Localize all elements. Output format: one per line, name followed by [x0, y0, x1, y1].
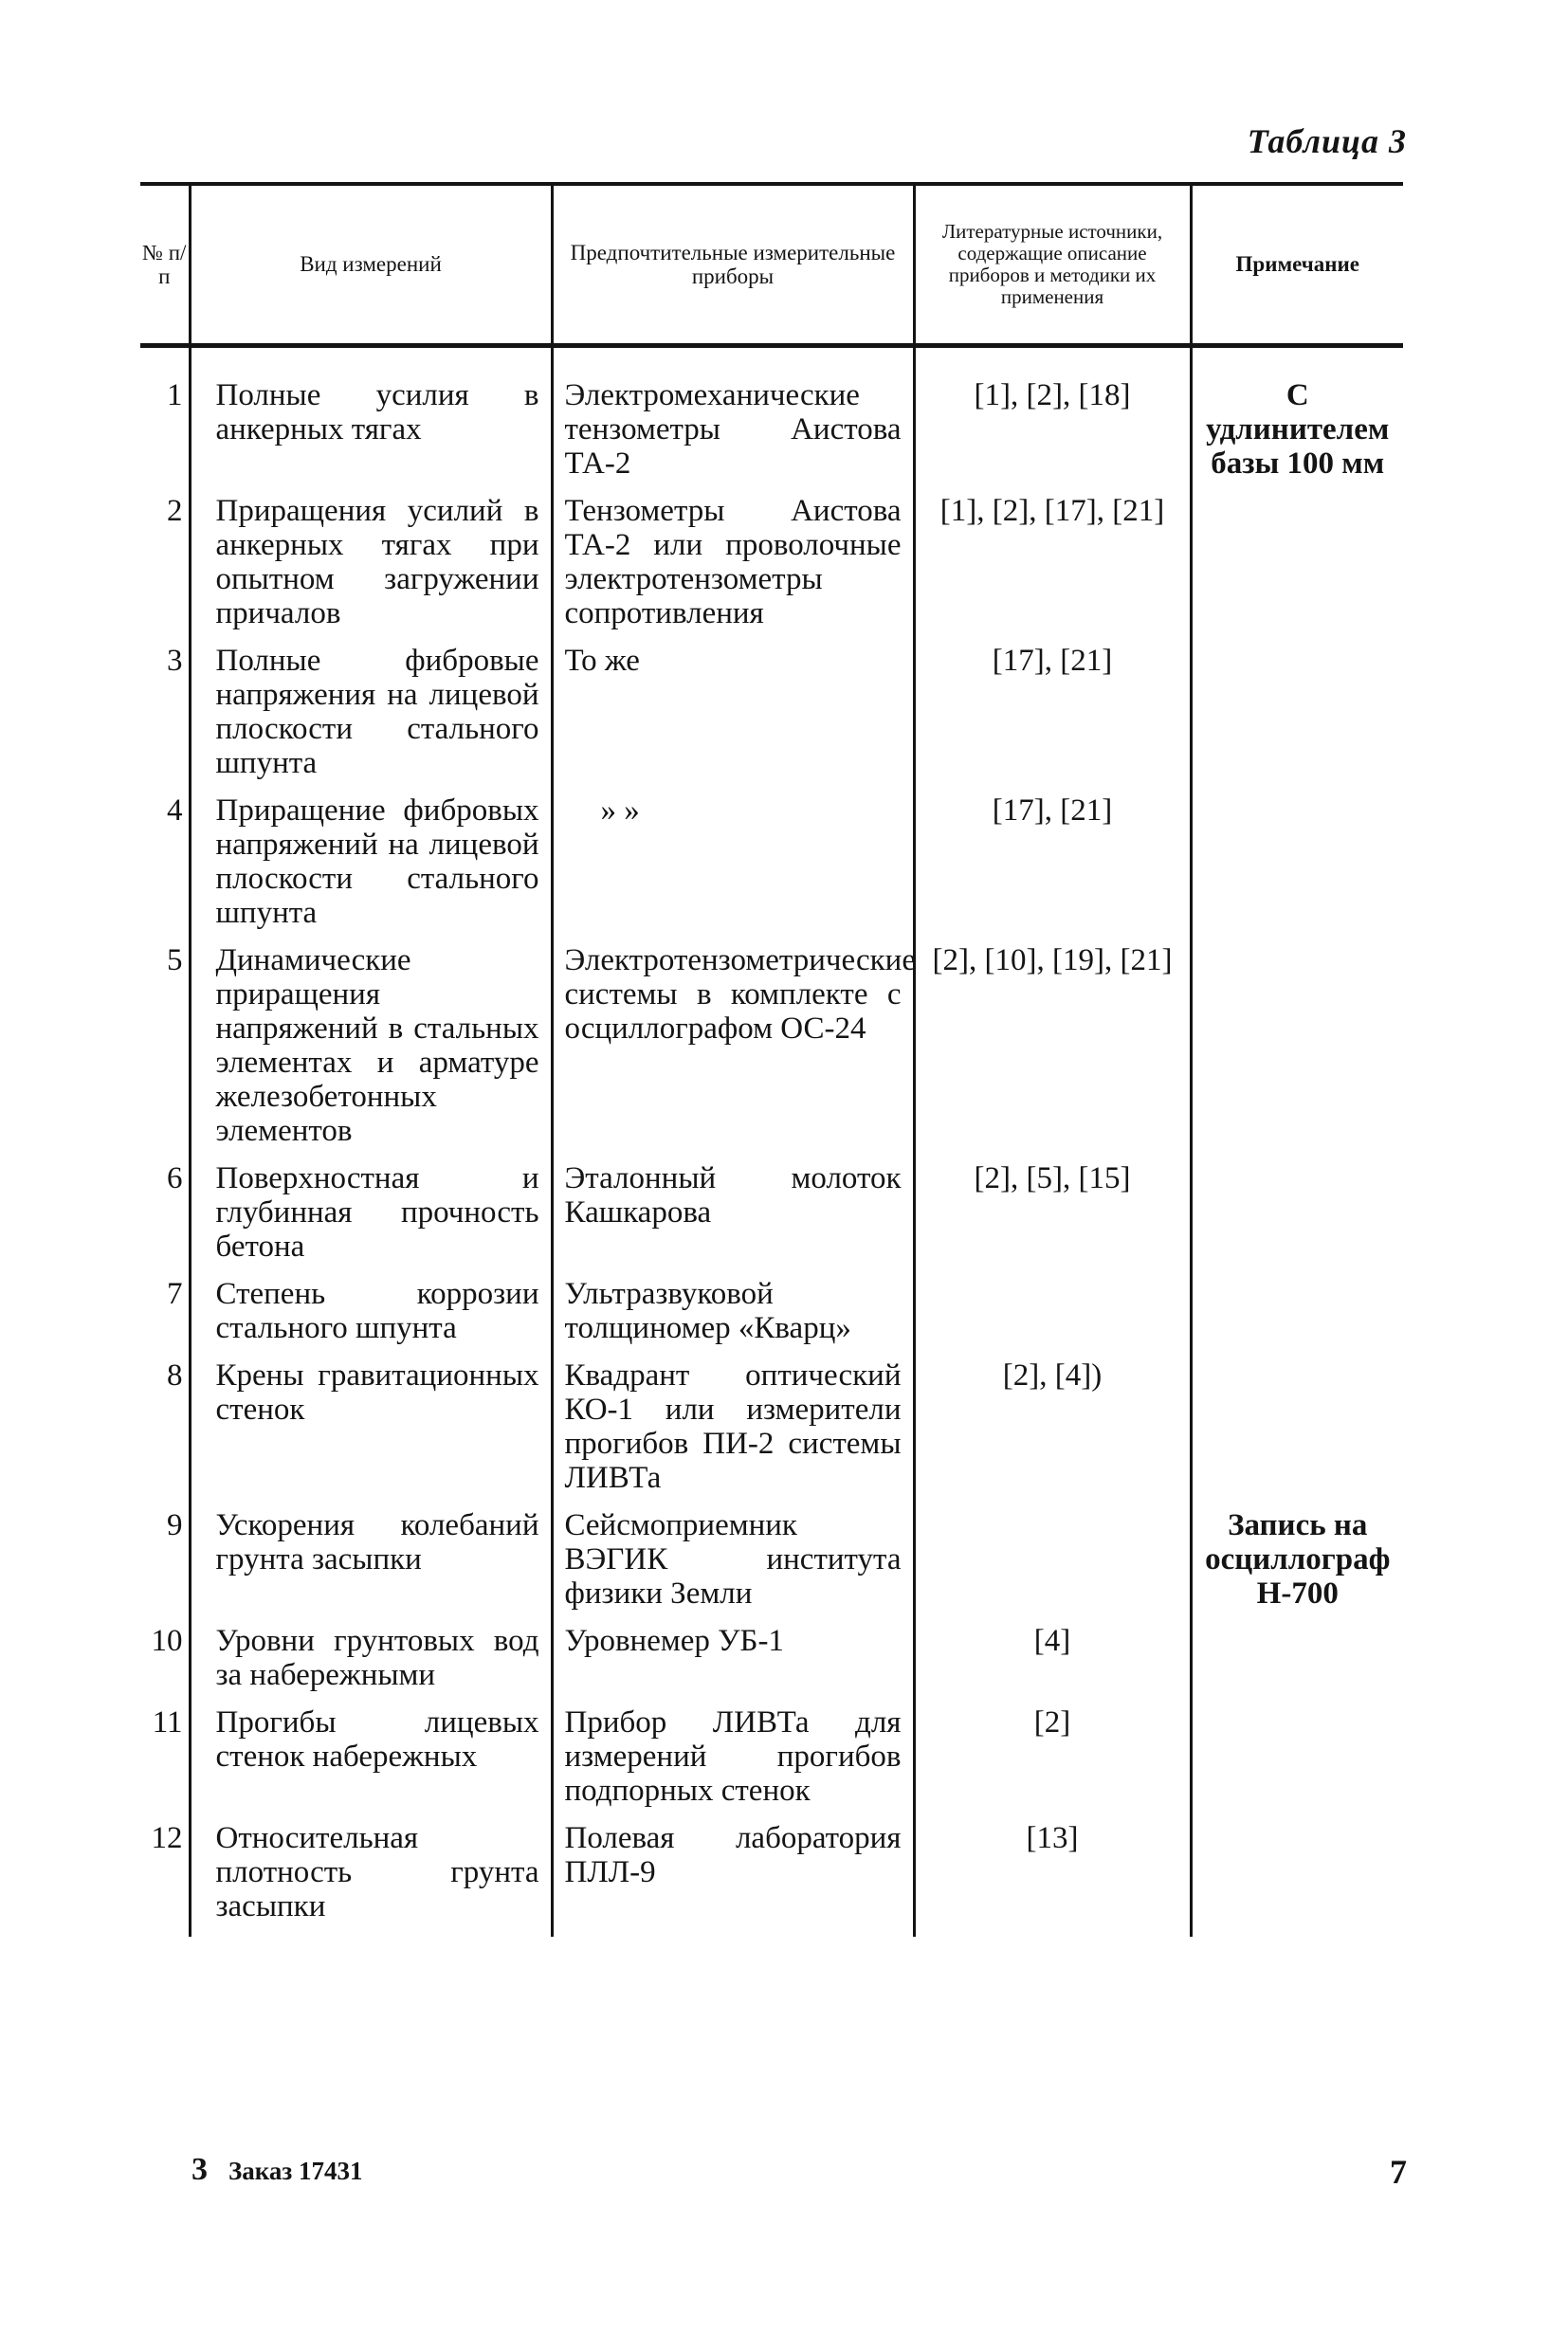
literature-refs: [2], [5], [15] — [914, 1161, 1191, 1277]
signature-mark: 3 — [191, 2152, 208, 2187]
measurement-kind: Приращения усилий в анкерных тягах при опытном загружении причалов — [190, 494, 552, 644]
measurement-device: Тензометры Аистова ТА-2 или проволочные электротензометры сопротивления — [552, 494, 914, 644]
row-number: 5 — [167, 942, 183, 977]
row-number: 12 — [151, 1820, 183, 1855]
measurement-device: Прибор ЛИВТа для измерений прогибов подпорных стенок — [552, 1705, 914, 1821]
measurement-device: » » — [552, 793, 914, 943]
header-number: № п/п — [140, 184, 190, 345]
literature-refs: [2], [4]) — [914, 1358, 1191, 1508]
row-note — [1191, 1358, 1403, 1508]
row-note — [1191, 1161, 1403, 1277]
literature-refs: [1], [2], [17], [21] — [914, 494, 1191, 644]
table-header-row — [140, 184, 1403, 345]
table-row — [140, 345, 1403, 494]
table-row — [140, 1161, 1403, 1277]
literature-refs: [13] — [914, 1821, 1191, 1937]
measurement-kind: Полные фибровые напряжения на лицевой плоскости стального шпунта — [190, 644, 552, 793]
literature-refs: [2] — [914, 1705, 1191, 1821]
table-row — [140, 1624, 1403, 1705]
table-row — [140, 1358, 1403, 1508]
row-number: 9 — [167, 1507, 183, 1542]
literature-refs: [17], [21] — [914, 644, 1191, 793]
measurement-device: Квадрант оптический КО-1 или измерители прогибов ПИ-2 системы ЛИВТа — [552, 1358, 914, 1508]
literature-refs: [2], [10], [19], [21] — [914, 943, 1191, 1161]
table-row — [140, 644, 1403, 793]
table-caption: Таблица 3 — [1247, 122, 1407, 160]
measurement-kind: Степень коррозии стального шпунта — [190, 1277, 552, 1358]
order-number: Заказ 17431 — [228, 2157, 363, 2185]
row-number: 3 — [167, 643, 183, 678]
table-row — [140, 1705, 1403, 1821]
measurement-device: Эталонный молоток Кашкарова — [552, 1161, 914, 1277]
row-number: 7 — [167, 1276, 183, 1311]
row-number: 1 — [167, 377, 183, 412]
measurement-device: Уровнемер УБ-1 — [552, 1624, 914, 1705]
row-note — [1191, 1705, 1403, 1821]
table-row — [140, 1508, 1403, 1624]
measurements-table — [140, 182, 1403, 1937]
measurement-kind: Динамические приращения напряжений в стальных элементах и арматуре железобетонных элементов — [190, 943, 552, 1161]
measurement-kind: Полные усилия в анкерных тягах — [190, 345, 552, 494]
measurement-kind: Ускорения колебаний грунта засыпки — [190, 1508, 552, 1624]
measurement-kind: Поверхностная и глубинная прочность бетона — [190, 1161, 552, 1277]
table-row — [140, 943, 1403, 1161]
literature-refs — [914, 1508, 1191, 1624]
row-note — [1191, 943, 1403, 1161]
page-number: 7 — [1390, 2153, 1407, 2191]
measurement-device: Сейсмоприемник ВЭГИК института физики Земли — [552, 1508, 914, 1624]
table-row — [140, 793, 1403, 943]
measurement-kind: Уровни грунтовых вод за набережными — [190, 1624, 552, 1705]
header-device: Предпочтительные измерительные приборы — [552, 184, 914, 345]
row-note: Запись на осциллограф Н-700 — [1191, 1508, 1403, 1624]
literature-refs: [1], [2], [18] — [914, 345, 1191, 494]
table-row — [140, 1277, 1403, 1358]
table-row — [140, 1821, 1403, 1937]
row-number: 6 — [167, 1160, 183, 1195]
row-note — [1191, 1624, 1403, 1705]
row-number: 8 — [167, 1358, 183, 1393]
row-number: 2 — [167, 493, 183, 528]
measurement-device: Ультразвуковой толщиномер «Кварц» — [552, 1277, 914, 1358]
literature-refs: [17], [21] — [914, 793, 1191, 943]
row-note — [1191, 644, 1403, 793]
row-number: 10 — [151, 1623, 183, 1658]
measurement-kind: Крены гравитационных стенок — [190, 1358, 552, 1508]
row-note — [1191, 1277, 1403, 1358]
header-note: Примечание — [1191, 184, 1403, 345]
measurement-device: Полевая лаборатория ПЛЛ-9 — [552, 1821, 914, 1937]
measurement-device: То же — [552, 644, 914, 793]
measurement-device: Электромеханические тензометры Аистова ТА-2 — [552, 345, 914, 494]
row-note — [1191, 793, 1403, 943]
literature-refs — [914, 1277, 1191, 1358]
measurement-kind: Относительная плотность грунта засыпки — [190, 1821, 552, 1937]
row-number: 4 — [167, 793, 183, 828]
header-literature: Литературные источники, содержащие описание приборов и методики их применения — [914, 184, 1191, 345]
measurement-device: Электротензометрические системы в комплекте с осциллографом ОС-24 — [552, 943, 914, 1161]
header-kind: Вид измерений — [190, 184, 552, 345]
row-note: С удлинителем базы 100 мм — [1191, 345, 1403, 494]
row-note — [1191, 1821, 1403, 1937]
page-footer-left — [191, 2152, 363, 2188]
row-note — [1191, 494, 1403, 644]
table-row — [140, 494, 1403, 644]
measurement-kind: Прогибы лицевых стенок набережных — [190, 1705, 552, 1821]
row-number: 11 — [152, 1704, 183, 1740]
measurement-kind: Приращение фибровых напряжений на лицевой плоскости стального шпунта — [190, 793, 552, 943]
literature-refs: [4] — [914, 1624, 1191, 1705]
